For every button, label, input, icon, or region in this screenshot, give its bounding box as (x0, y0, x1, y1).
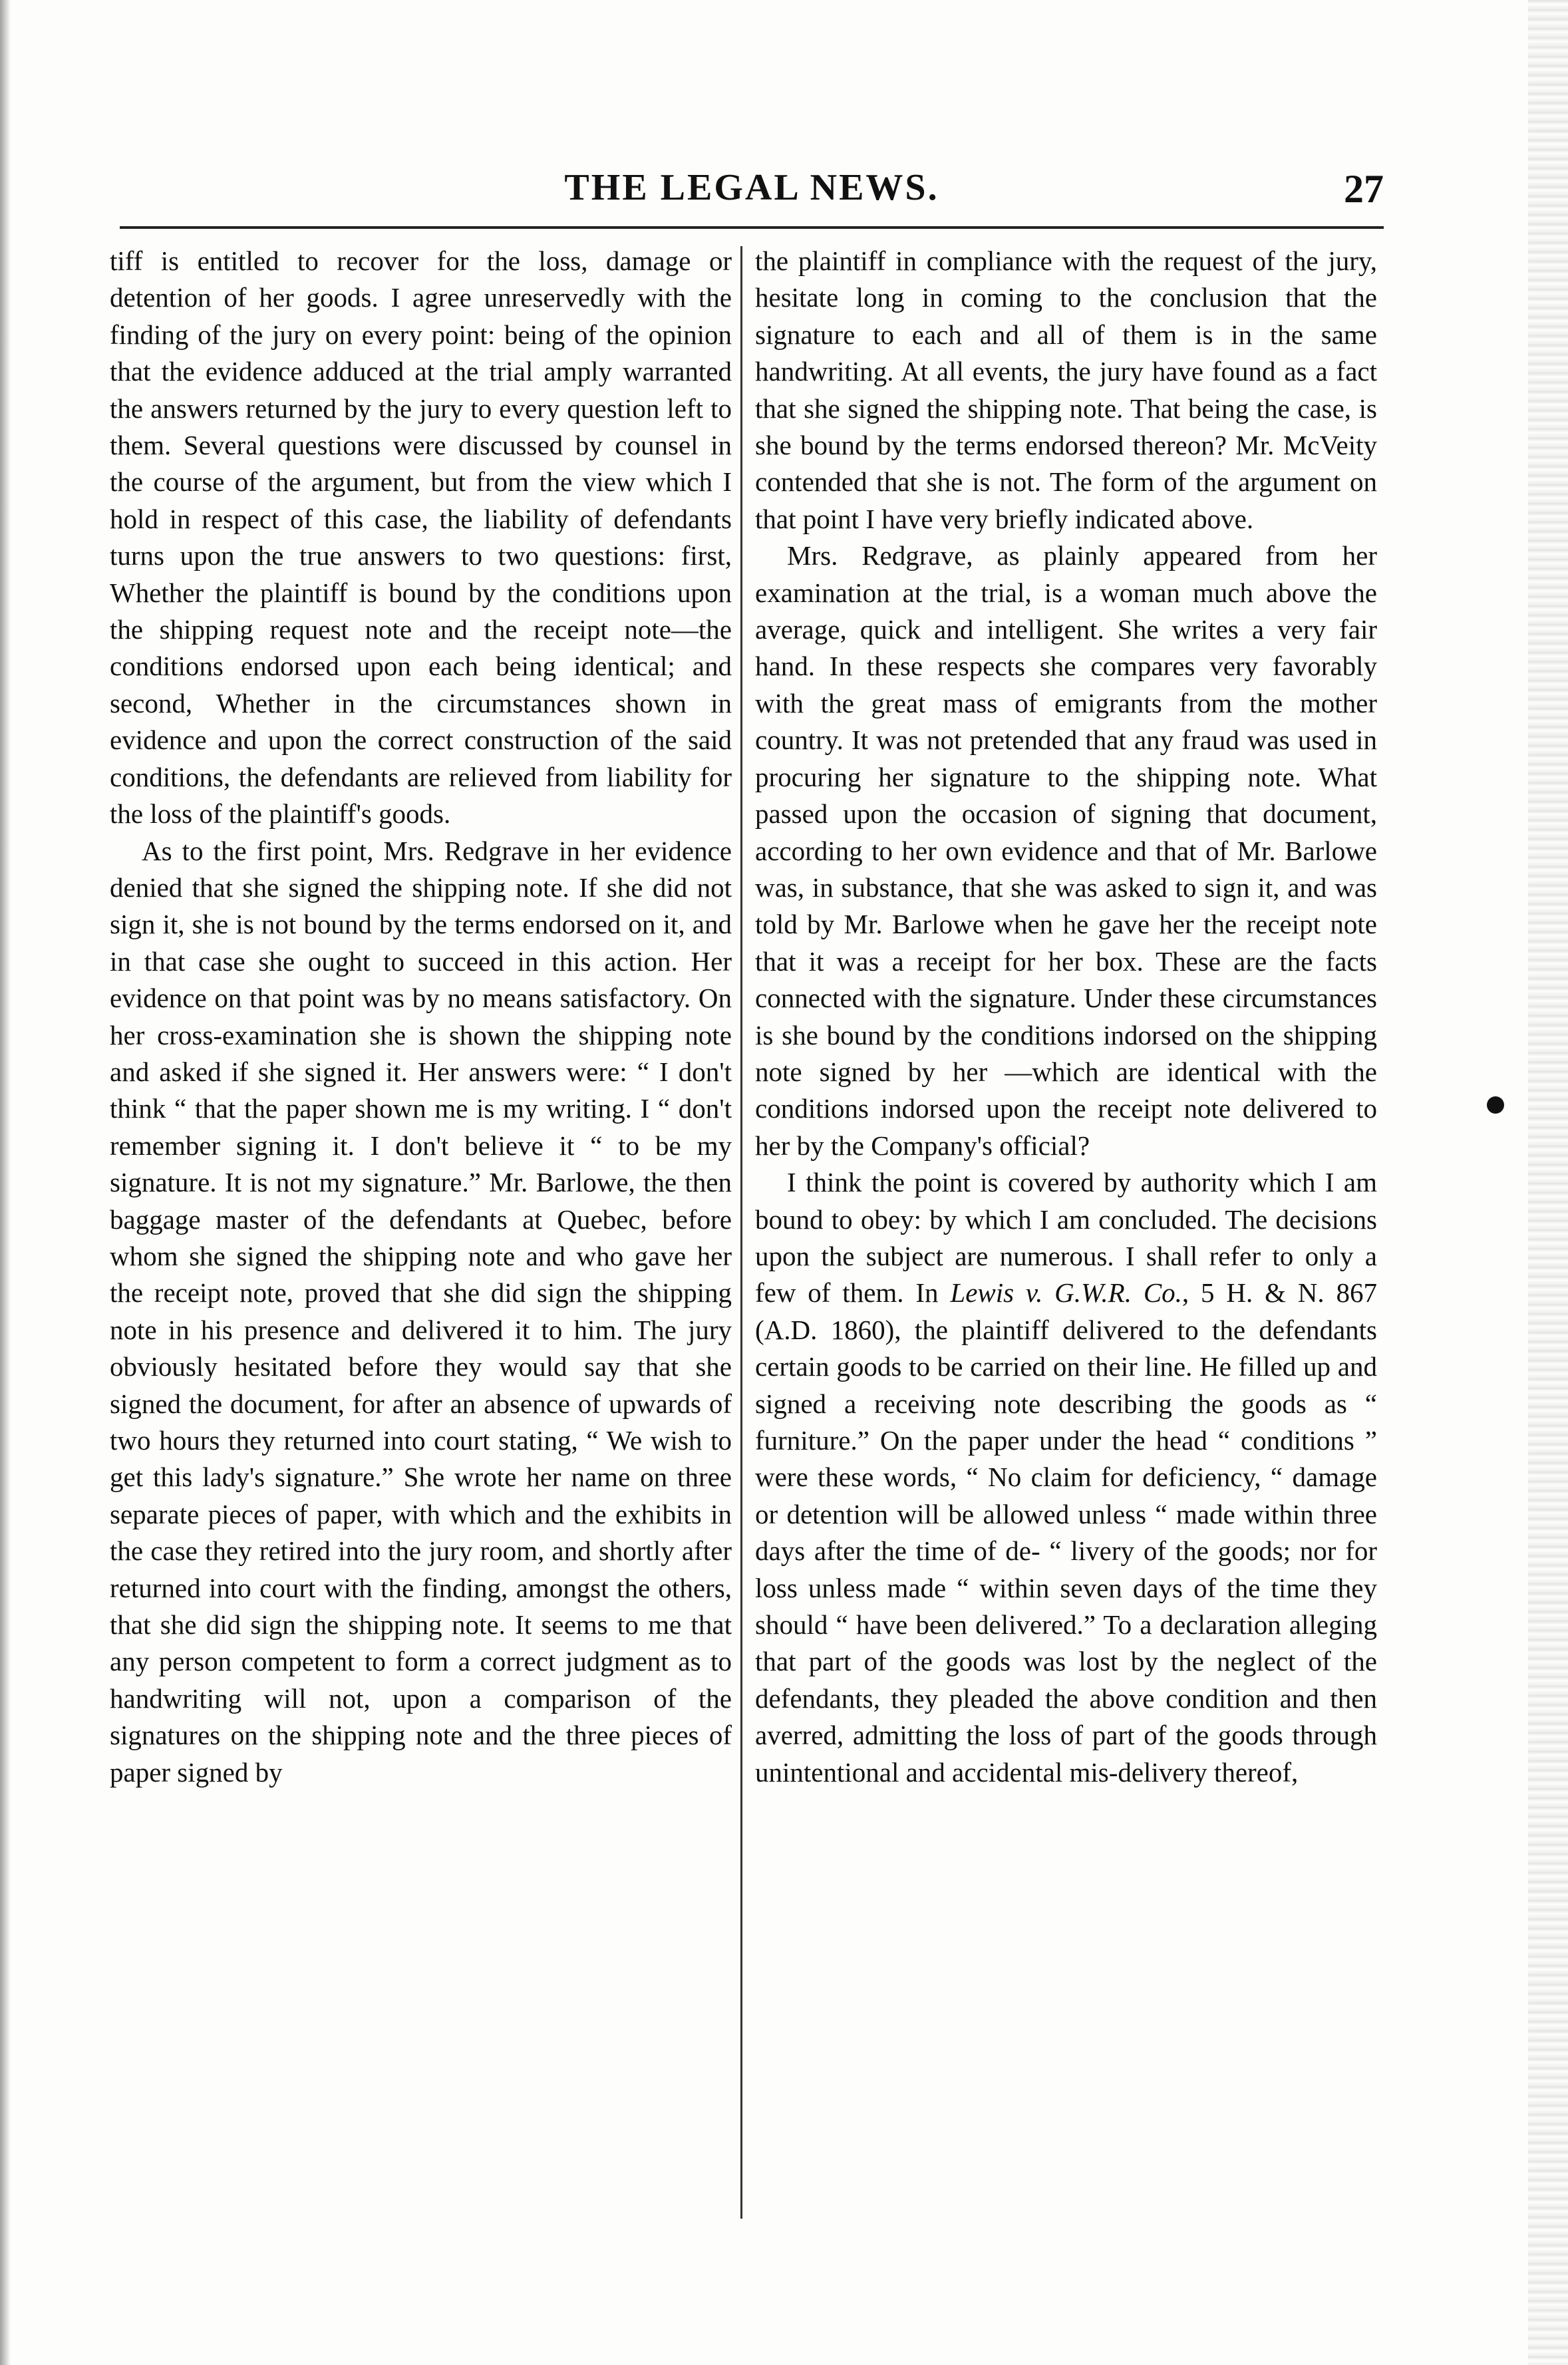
scan-edge-shadow-right (1528, 0, 1568, 2365)
page-number: 27 (1344, 167, 1384, 211)
scan-edge-shadow-left (0, 0, 11, 2365)
paragraph-text-after-citation: , 5 H. & N. 867 (A.D. 1860), the plaintiff delivered to the defendants certain goods to be carried on their line. He filled up and signed a receiving note describing the goods as “ furniture.” On the paper under the head “ conditions ” were these words, “ No claim for deficiency, “ damage or detention will be allowed unless “ made within three days after the time of de- “ livery of the goods; nor for loss unless made “ within seven days of the time they should “ have been delivered.” To a declaration alleging that part of the goods was lost by the neglect of the defendants, they pleaded the above condition and then averred, admitting the loss of part of the goods through unintentional and accidental mis-delivery thereof, (755, 1277, 1377, 1788)
ink-blot (1487, 1096, 1504, 1114)
column-divider (740, 246, 742, 2219)
left-paragraph-2: As to the first point, Mrs. Redgrave in her evidence denied that she signed the shipping note. If she did not sign it, she is not bound by the terms endorsed on it, and in that case she ought to succeed in this action. Her evidence on that point was by no means satisfactory. On her cross-examination she is shown the shipping note and asked if she signed it. Her answers were: “ I don't think “ that the paper shown me is my writing. I “ don't remember signing it. I don't believe it “ to be my signature. It is not my signature.” Mr. Barlowe, the then baggage master of the defendants at Quebec, before whom she signed the shipping note and who gave her the receipt note, proved that she did sign the shipping note in his presence and delivered it to him. The jury obviously hesitated before they would say that she signed the document, for after an absence of upwards of two hours they returned into court stating, “ We wish to get this lady's signature.” She wrote her name on three separate pieces of paper, with which and the exhibits in the case they retired into the jury room, and shortly after returned into court with the finding, amongst the others, that she did sign the shipping note. It seems to me that any person competent to form a correct judgment as to handwriting will not, upon a comparison of the signatures on the shipping note and the three pieces of paper signed by (110, 835, 732, 1788)
right-paragraph-1: the plaintiff in compliance with the request of the jury, hesitate long in coming to the conclusion that the signature to each and all of them is in the same handwriting. At all events, the jury have found as a fact that she signed the shipping note. That being the case, is she bound by the terms endorsed thereon? Mr. McVeity contended that she is not. The form of the argument on that point I have very briefly indicated above. (755, 245, 1377, 534)
left-column (110, 243, 732, 2272)
header-rule (120, 226, 1384, 229)
page-header (120, 166, 1384, 226)
right-paragraph-3 (755, 1164, 1377, 1791)
right-column (755, 243, 1377, 2272)
running-title: THE LEGAL NEWS. (564, 167, 939, 208)
paragraph-text-before-citation: I think the point is covered by authority which I am bound to obey: by which I am concluded. The decisions upon the subject are numerous. I shall refer to only a few of them. In (755, 1167, 1377, 1309)
left-paragraph-1: tiff is entitled to recover for the loss, damage or detention of her goods. I agree unreservedly with the finding of the jury on every point: being of the opinion that the evidence adduced at the trial amply warranted the answers returned by the jury to every question left to them. Several questions were discussed by counsel in the course of the argument, but from the view which I hold in respect of this case, the liability of defendants turns upon the true answers to two questions: first, Whether the plaintiff is bound by the conditions upon the shipping request note and the receipt note—the conditions endorsed upon each being identical; and second, Whether in the circumstances shown in evidence and upon the correct construction of the said conditions, the defendants are relieved from liability for the loss of the plaintiff's goods. (110, 245, 732, 830)
right-paragraph-2: Mrs. Redgrave, as plainly appeared from her examination at the trial, is a woman much above the average, quick and intelligent. She writes a very fair hand. In these respects she compares very favorably with the great mass of emigrants from the mother country. It was not pretended that any fraud was used in procuring her signature to the shipping note. What passed upon the occasion of signing that document, according to her own evidence and that of Mr. Barlowe was, in substance, that she was asked to sign it, and was told by Mr. Barlowe when he gave her the receipt note that it was a receipt for her box. These are the facts connected with the signature. Under these circumstances is she bound by the conditions indorsed on the shipping note signed by her —which are identical with the conditions indorsed upon the receipt note delivered to her by the Company's official? (755, 540, 1377, 1161)
case-citation: Lewis v. G.W.R. Co. (950, 1277, 1182, 1309)
